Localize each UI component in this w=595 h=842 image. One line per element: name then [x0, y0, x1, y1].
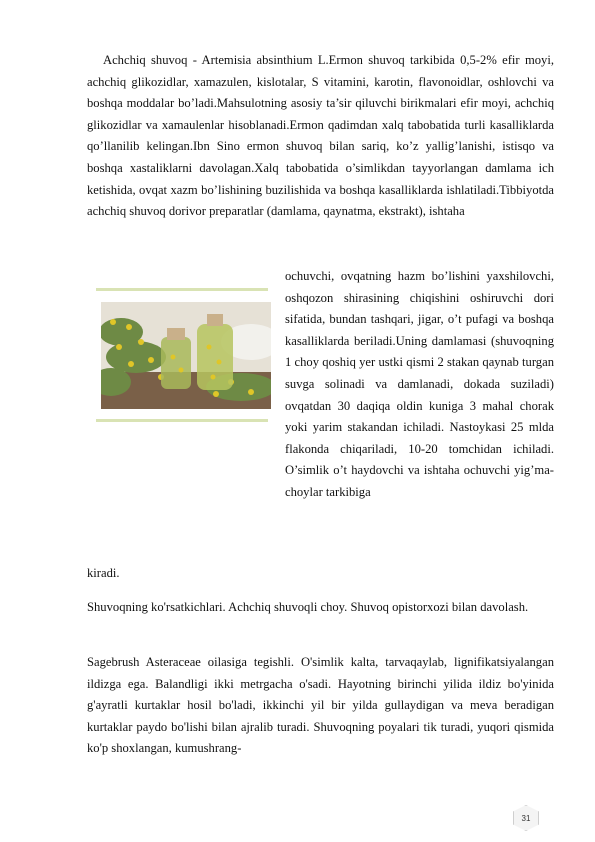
paragraph-intro: Achchiq shuvoq - Artemisia absinthium L.Ermon shuvoq tarkibida 0,5-2% efir moyi, achchiq glikozidlar, xamazulen, kislotalar, S vitamini, karotin, flavonoidlar, oshlovchi va boshqa moddalar bo’ladi.Mahsulotning asosiy ta’sir qiluvchi birikmalari efir moyi, achchiq glikozidlar va xamaulenlar hisoblanadi.Ermon qadimdan xalq tabobatida turli kasalliklarda qo’llanilib kelingan.Ibn Sino ermon shuvoq bilan sariq, ko’z yallig’lanishi, istisqo va boshqa xastaliklarni davolagan.Xalq tabobatida o’simlikdan tayyorlangan damlama ich ketishida, ovqat xazm bo’lishining buzilishida va boshqa kasalliklarda ishlatiladi.Tibbiyotda achchiq shuvoq dorivor preparatlar (damlama, qaynatma, ekstrakt), ishtaha	[87, 53, 554, 219]
figure-bottom-rule	[96, 419, 268, 422]
paragraph-indications: Shuvoqning ko'rsatkichlari. Achchiq shuvoqli choy. Shuvoq opistorxozi bilan davolash.	[87, 600, 529, 614]
page-number-badge	[513, 805, 539, 831]
figure-top-rule	[96, 288, 268, 291]
paragraph-intro-end: kiradi.	[87, 566, 120, 580]
paragraph-wrapped: ochuvchi, ovqatning hazm bo’lishini yaxshilovchi, oshqozon shirasining chiqishini oshiruvchi dori sifatida, bundan tashqari, jigar, o’t pufagi va boshqa kasalliklarda beriladi.Uning damlamasi (shuvoqning 1 choy qoshiq yer ustki qismi 2 stakan qaynab turgan suvga solinadi va damlanadi, dokada suziladi) ovqatdan 30 daqiqa oldin kuniga 3 mahal chorak yoki yarim stakandan ichiladi. Nastoykasi 25 mlda flakonda chiqariladi, 10-20 tomchidan ichiladi. O’simlik o’t haydovchi va ishtaha ochuvchi yig’ma-choylar tarkibiga	[285, 269, 554, 499]
wormwood-tincture-photo	[101, 302, 271, 409]
page-number: 31	[521, 813, 531, 823]
figure	[96, 288, 272, 424]
paragraph-sagebrush: Sagebrush Asteraceae oilasiga tegishli. O'simlik kalta, tarvaqaylab, lignifikatsiyalangan ildizga ega. Balandligi ikki metrgacha o'sadi. Hayotning birinchi yilida ildiz bo'yinida g'ayratli kurtaklar hosil bo'ladi, ikkinchi yil bir yilda gullaydigan va meva beradigan kurtaklar paydo bo'lishi bilan ajralib turadi. Shuvoqning poyalari tik turadi, yuqori qismida ko'p shoxlangan, kumushrang-	[87, 655, 554, 756]
